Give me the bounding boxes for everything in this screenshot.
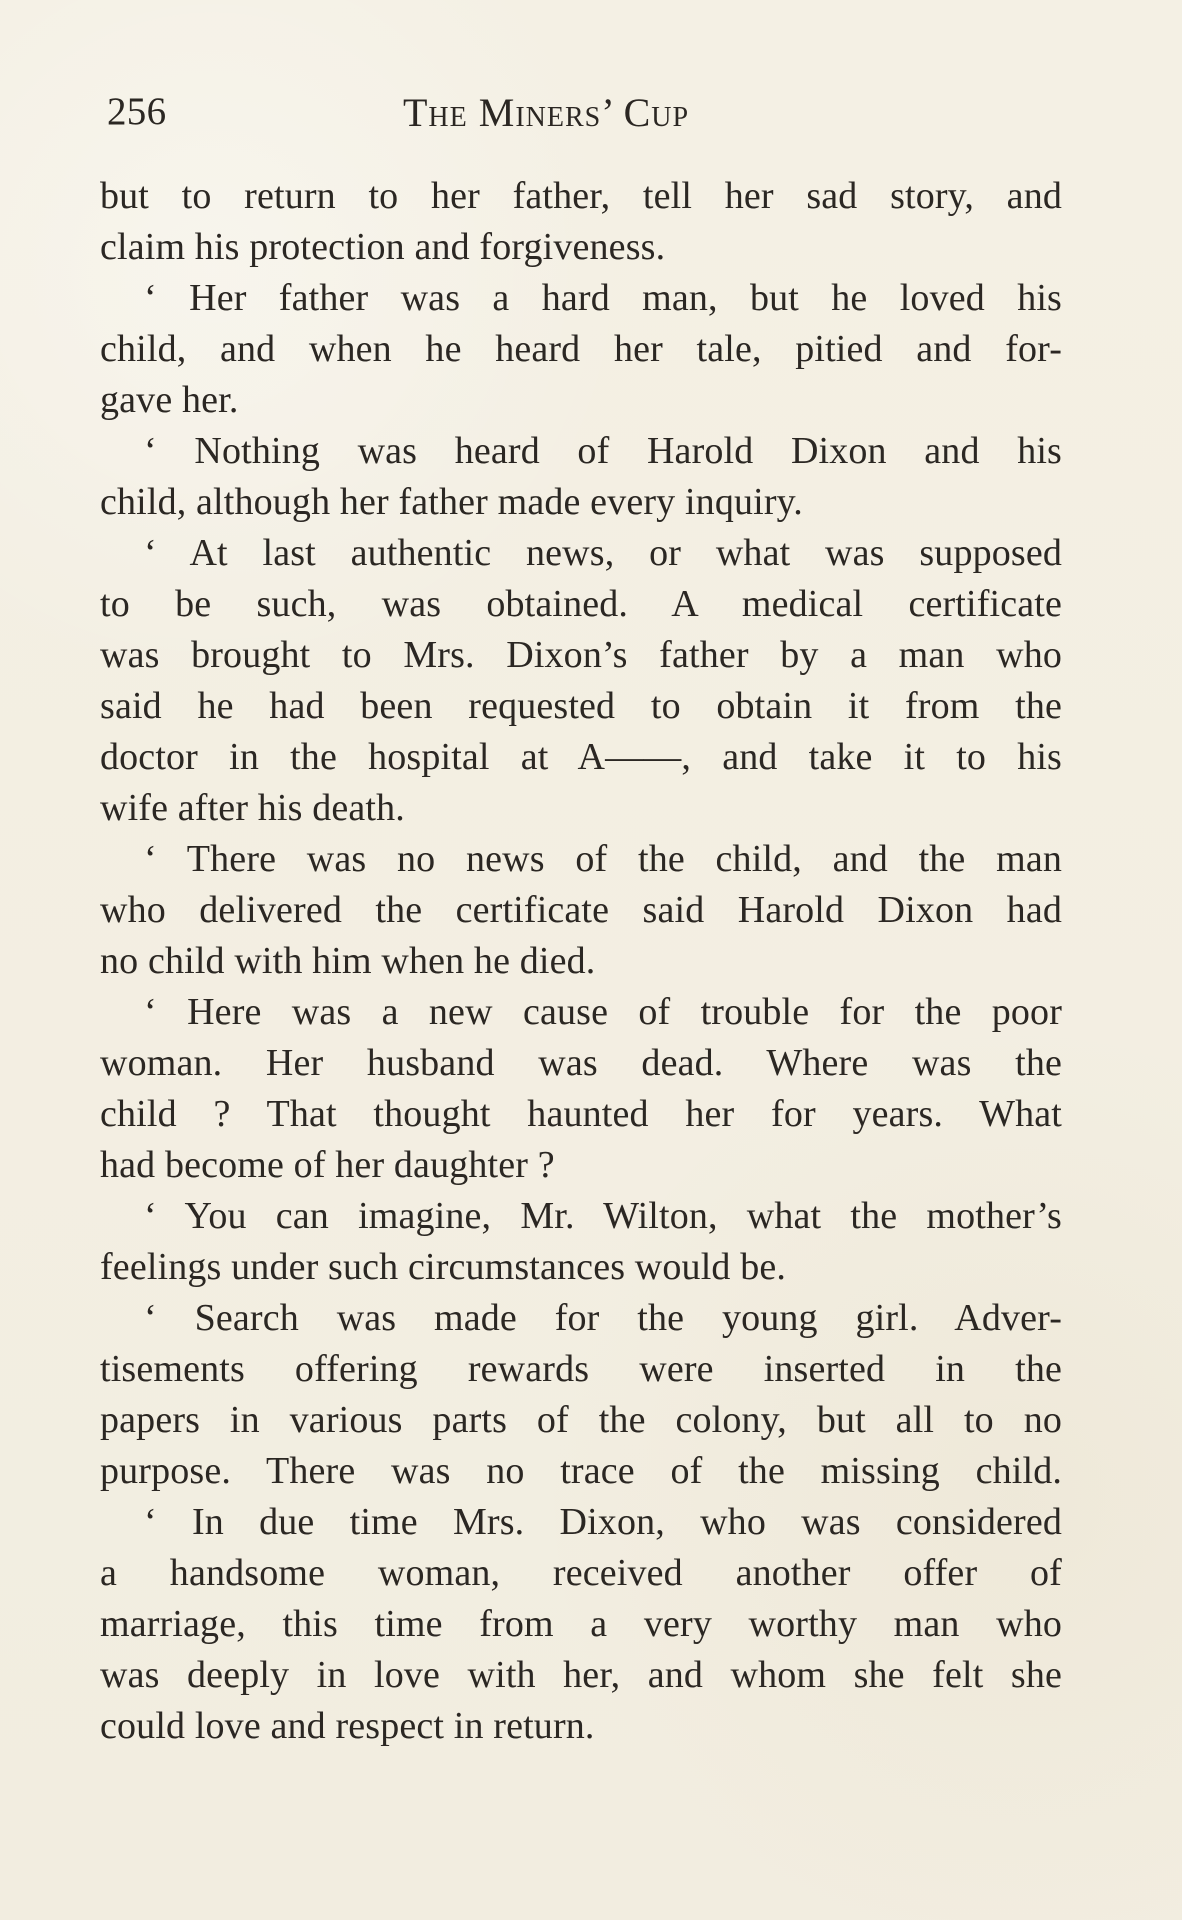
- text-line: to be such, was obtained. A medical certificate: [100, 583, 1062, 625]
- text-line: ‘ There was no news of the child, and the man: [144, 838, 1062, 880]
- text-line: child, and when he heard her tale, pitied and for-: [100, 328, 1062, 370]
- text-line: ‘ Nothing was heard of Harold Dixon and his: [144, 430, 1062, 472]
- text-line: ‘ You can imagine, Mr. Wilton, what the mother’s: [144, 1195, 1062, 1237]
- text-line: gave her.: [100, 379, 239, 421]
- text-line: ‘ At last authentic news, or what was supposed: [144, 532, 1062, 574]
- text-line: ‘ Here was a new cause of trouble for the poor: [144, 991, 1062, 1033]
- text-line: feelings under such circumstances would be.: [100, 1246, 787, 1288]
- text-line: woman. Her husband was dead. Where was the: [100, 1042, 1062, 1084]
- text-line: doctor in the hospital at A——, and take it to his: [100, 736, 1062, 778]
- text-line: tisements offering rewards were inserted in the: [100, 1348, 1062, 1390]
- text-line: no child with him when he died.: [100, 940, 596, 982]
- text-line: had become of her daughter ?: [100, 1144, 555, 1186]
- text-line: purpose. There was no trace of the missing child.: [100, 1450, 1062, 1492]
- text-line: child ? That thought haunted her for years. What: [100, 1093, 1062, 1135]
- running-head: The Miners’ Cup: [403, 90, 690, 135]
- text-line: but to return to her father, tell her sad story, and: [100, 175, 1062, 217]
- text-line: ‘ In due time Mrs. Dixon, who was considered: [144, 1501, 1062, 1543]
- text-line: who delivered the certificate said Harold Dixon had: [100, 889, 1062, 931]
- text-line: ‘ Search was made for the young girl. Adver-: [144, 1297, 1062, 1339]
- text-line: child, although her father made every inquiry.: [100, 481, 803, 523]
- text-line: claim his protection and forgiveness.: [100, 226, 666, 268]
- text-line: was deeply in love with her, and whom she felt she: [100, 1654, 1062, 1696]
- text-line: was brought to Mrs. Dixon’s father by a man who: [100, 634, 1062, 676]
- text-line: papers in various parts of the colony, but all to no: [100, 1399, 1062, 1441]
- text-line: a handsome woman, received another offer of: [100, 1552, 1062, 1594]
- text-line: ‘ Her father was a hard man, but he loved his: [144, 277, 1062, 319]
- page-number: 256: [107, 90, 167, 133]
- text-line: said he had been requested to obtain it from the: [100, 685, 1062, 727]
- text-line: marriage, this time from a very worthy man who: [100, 1603, 1062, 1645]
- text-line: wife after his death.: [100, 787, 405, 829]
- page-header: [104, 92, 1084, 144]
- text-line: could love and respect in return.: [100, 1705, 595, 1747]
